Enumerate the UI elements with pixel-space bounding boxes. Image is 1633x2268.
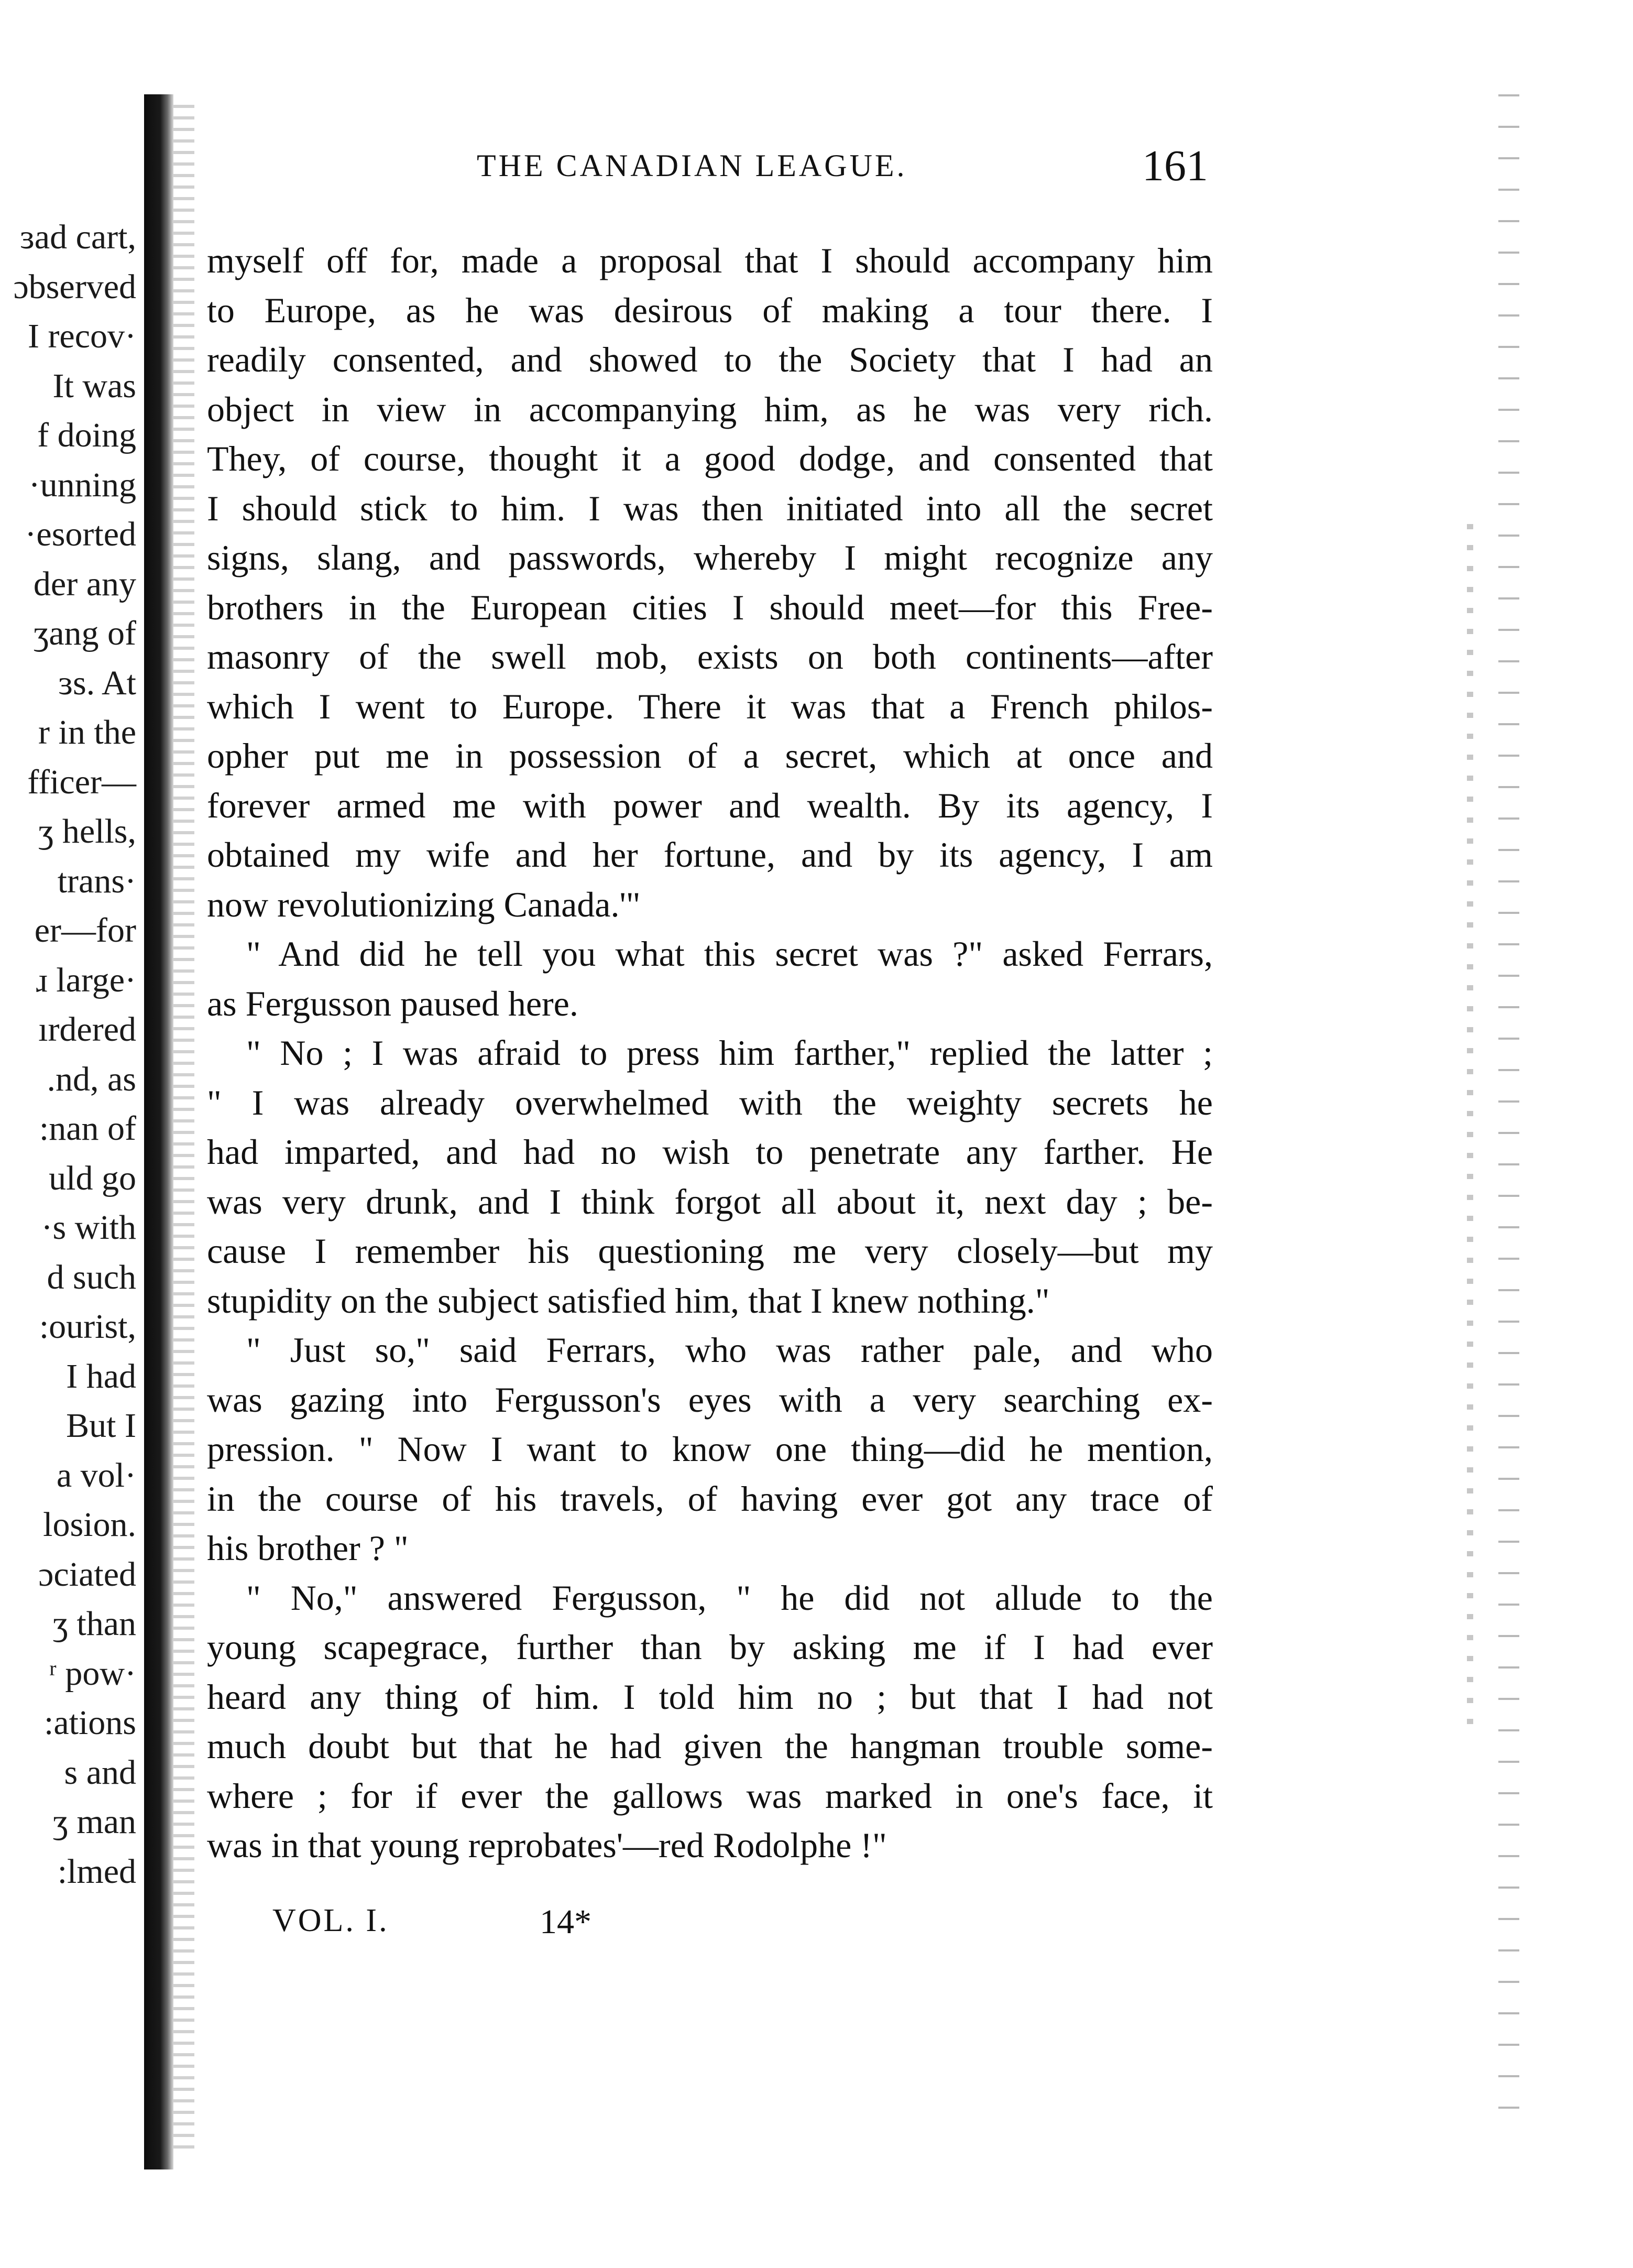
text-line: young scapegrace, further than by asking me if I had ever	[207, 1627, 1213, 1667]
facing-page-line: ırdered	[38, 1010, 136, 1049]
facing-page-line: ɔciated	[38, 1555, 136, 1594]
facing-page-line: ·s with	[41, 1208, 136, 1247]
text-line: myself off for, made a proposal that I should accompany him	[207, 241, 1213, 280]
facing-page-line: f doing	[37, 416, 136, 454]
page-number: 161	[1142, 141, 1208, 190]
facing-page-line: .nd, as	[47, 1060, 136, 1098]
facing-page-line: fficer—	[27, 762, 136, 801]
gutter-shadow	[173, 105, 194, 2149]
text-line: " No ; I was afraid to press him farther," replied the latter ;	[246, 1033, 1213, 1073]
text-line: " And did he tell you what this secret was ?" asked Ferrars,	[246, 934, 1213, 974]
text-line: much doubt but that he had given the hangman trouble some-	[207, 1726, 1213, 1766]
facing-page-line: ʳ pow·	[49, 1654, 136, 1693]
text-line: his brother ? "	[207, 1528, 409, 1568]
signature-mark: 14*	[540, 1903, 591, 1941]
text-line: pression. " Now I want to know one thing—did he mention,	[207, 1429, 1213, 1469]
facing-page-line: losion.	[43, 1506, 136, 1544]
text-line: was in that young reprobates'—red Rodolphe !"	[207, 1825, 887, 1865]
text-line: " Just so," said Ferrars, who was rather pale, and who	[246, 1330, 1213, 1370]
text-line: masonry of the swell mob, exists on both continents—after	[207, 637, 1213, 677]
facing-page-fragment	[0, 218, 141, 1955]
facing-page-line: It was	[52, 366, 136, 405]
right-edge-noise	[1498, 94, 1519, 2138]
text-line: where ; for if ever the gallows was marked in one's face, it	[207, 1775, 1213, 1816]
facing-page-line: :ourist,	[39, 1307, 136, 1346]
facing-page-line: ʒ than	[52, 1605, 136, 1643]
text-line: " I was already overwhelmed with the weighty secrets he	[207, 1082, 1213, 1122]
text-line: in the course of his travels, of having ever got any trace of	[207, 1478, 1213, 1519]
text-line: which I went to Europe. There it was that a French philos-	[207, 686, 1213, 726]
facing-page-line: ·unning	[28, 465, 136, 504]
text-line: stupidity on the subject satisfied him, that I knew nothing."	[207, 1280, 1050, 1321]
facing-page-line: ɜad cart,	[20, 218, 136, 256]
text-line: readily consented, and showed to the Society that I had an	[207, 340, 1213, 379]
facing-page-line: But I	[66, 1406, 136, 1445]
text-line: opher put me in possession of a secret, which at once and	[207, 736, 1213, 776]
text-line: now revolutionizing Canada.'"	[207, 884, 641, 924]
facing-page-line: s and	[64, 1753, 136, 1792]
facing-page-line: der any	[33, 564, 136, 603]
text-line: to Europe, as he was desirous of making a tour there. I	[207, 290, 1213, 330]
facing-page-line: ɹ large·	[36, 961, 136, 999]
text-line: was gazing into Fergusson's eyes with a very searching ex-	[207, 1379, 1213, 1420]
text-line: brothers in the European cities I should meet—for this Free-	[207, 587, 1213, 627]
text-line: I should stick to him. I was then initiated into all the secret	[207, 488, 1213, 528]
right-edge-noise-inner	[1467, 524, 1473, 1729]
facing-page-line: ɔbserved	[13, 267, 136, 306]
facing-page-line: a vol·	[56, 1456, 136, 1495]
facing-page-line: r in the	[38, 713, 136, 751]
text-line: had imparted, and had no wish to penetrate any farther. He	[207, 1132, 1213, 1172]
text-line: " No," answered Fergusson, " he did not allude to the	[246, 1577, 1213, 1618]
facing-page-line: ʒ hells,	[38, 812, 136, 850]
facing-page-line: :ations	[44, 1704, 136, 1742]
text-line: They, of course, thought it a good dodge, and consented that	[207, 439, 1213, 478]
text-line: heard any thing of him. I told him no ; but that I had not	[207, 1676, 1213, 1717]
facing-page-line: uld go	[49, 1159, 136, 1197]
facing-page-line: er—for	[34, 911, 136, 950]
text-line: forever armed me with power and wealth. By its agency, I	[207, 785, 1213, 825]
text-line: obtained my wife and her fortune, and by its agency, I am	[207, 835, 1213, 875]
text-line: object in view in accompanying him, as he was very rich.	[207, 389, 1213, 429]
facing-page-line: ·esorted	[25, 515, 136, 553]
facing-page-line: ʒ man	[52, 1803, 136, 1841]
facing-page-line: ʒang of	[33, 614, 136, 652]
page-gutter	[144, 94, 173, 2169]
facing-page-line: :lmed	[57, 1852, 136, 1891]
text-line: was very drunk, and I think forgot all about it, next day ; be-	[207, 1181, 1213, 1222]
text-line: as Fergusson paused here.	[207, 983, 578, 1023]
text-line: cause I remember his questioning me very closely—but my	[207, 1231, 1213, 1271]
running-title: THE CANADIAN LEAGUE.	[477, 148, 907, 183]
facing-page-line: I had	[66, 1357, 136, 1395]
facing-page-line: :nan of	[39, 1109, 136, 1148]
body-text	[207, 236, 1213, 1870]
facing-page-line: ɜs. At	[58, 663, 136, 702]
text-line: signs, slang, and passwords, whereby I might recognize any	[207, 538, 1213, 577]
volume-mark: VOL. I.	[272, 1903, 389, 1938]
facing-page-line: I recov·	[27, 317, 136, 355]
facing-page-line: d such	[47, 1258, 136, 1296]
facing-page-line: trans·	[57, 862, 136, 900]
